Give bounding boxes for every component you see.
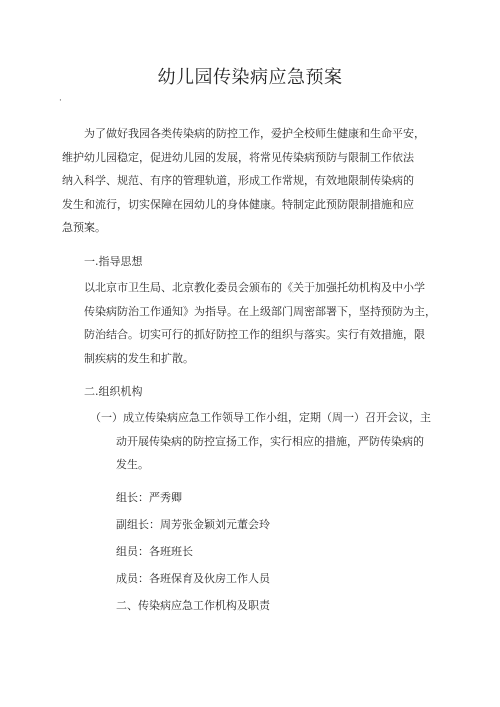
role-leader: 组长：严秀卿 — [116, 491, 182, 504]
intro-paragraph — [62, 122, 425, 240]
intro-line: 急预案。 — [62, 221, 106, 234]
section-heading-organization: 二.组织机构 — [84, 385, 143, 398]
document-title: 幼儿园传染病应急预案 — [157, 67, 343, 88]
intro-line: 维护幼儿园稳定，促进幼儿园的发展，将常见传染病预防与限制工作依法 — [62, 150, 414, 164]
item-line: 发生。 — [116, 458, 149, 471]
role-members: 组员：各班班长 — [116, 545, 193, 558]
intro-line: 纳入科学、规范、有序的管理轨道，形成工作常规，有效地限制传染病的 — [62, 174, 414, 187]
section-heading-guiding-thought: 一.指导思想 — [84, 255, 143, 268]
item-line: （一）成立传染病应急工作领导工作小组，定期（周一）召开会议，主 — [90, 411, 431, 424]
intro-line: 为了做好我园各类传染病的防控工作，爱护全校师生健康和生命平安， — [84, 127, 425, 140]
guiding-line: 防治结合。切实可行的抓好防控工作的组织与落实。实行有效措施，限 — [84, 328, 425, 341]
organization-item-1 — [90, 406, 431, 477]
role-staff: 成员：各班保育及伙房工作人员 — [116, 572, 270, 585]
role-deputy: 副组长：周芳张金颖刘元董会玲 — [116, 518, 270, 531]
item-line: 动开展传染病的防控宣扬工作，实行相应的措施，严防传染病的 — [116, 434, 424, 448]
section-heading-responsibilities: 二、传染病应急工作机构及职责 — [116, 599, 270, 612]
guiding-line: 制疾病的发生和扩散。 — [84, 351, 194, 365]
guiding-thought-paragraph — [84, 276, 436, 370]
guiding-line: 传染病防治工作通知》为指导。在上级部门周密部署下，坚持预防为主， — [84, 304, 436, 318]
guiding-line: 以北京市卫生局、北京教化委员会颁布的《关于加强托幼机构及中小学 — [84, 281, 425, 294]
intro-line: 发生和流行，切实保障在园幼儿的身体健康。特制定此预防限制措施和应 — [62, 197, 414, 211]
paragraph-marker: · — [59, 96, 62, 106]
